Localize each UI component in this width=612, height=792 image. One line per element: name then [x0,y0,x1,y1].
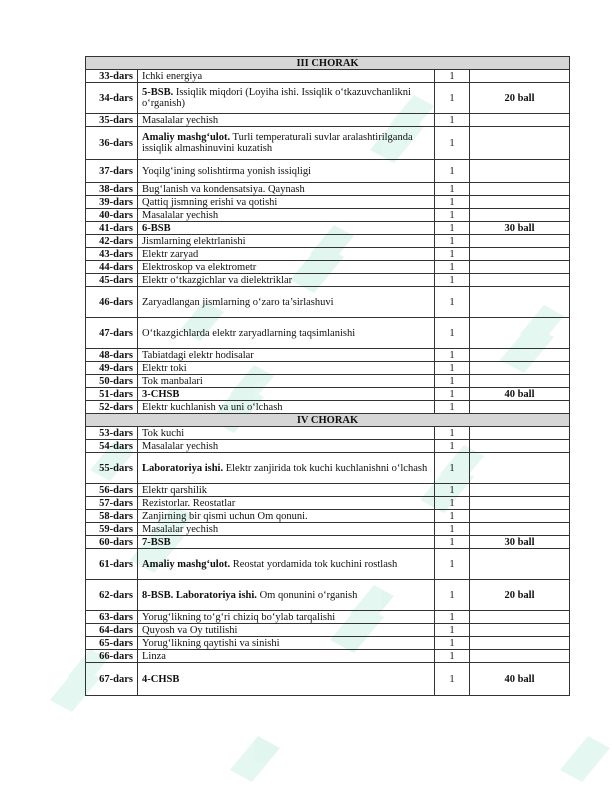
lesson-topic [138,375,435,388]
lesson-hours: 1 [435,624,470,637]
lesson-topic [138,401,435,414]
table-row [86,209,570,222]
table-row [86,523,570,536]
table-row [86,484,570,497]
lesson-score [470,401,570,414]
lesson-topic-text: Yorug‘likning to‘g‘ri chiziq bo‘ylab tarqalishi [142,611,336,623]
lesson-hours: 1 [435,484,470,497]
lesson-topic-text: Masalalar yechish [142,523,219,535]
lesson-topic [138,209,435,222]
table-row [86,440,570,453]
lesson-score [470,453,570,484]
table-row [86,114,570,127]
lesson-number: 62-dars [86,580,138,611]
lesson-topic [138,114,435,127]
lesson-topic [138,127,435,160]
lesson-number: 44-dars [86,261,138,274]
lesson-topic-text: Tok manbalari [142,375,203,387]
lesson-score [470,349,570,362]
lesson-topic-bold: 4-CHSB [142,673,180,685]
lesson-hours: 1 [435,127,470,160]
lesson-number: 41-dars [86,222,138,235]
lesson-score [470,318,570,349]
table-row [86,362,570,375]
lesson-topic [138,70,435,83]
lesson-topic-text: Linza [142,650,166,662]
lesson-topic [138,388,435,401]
lesson-topic [138,349,435,362]
lesson-topic [138,261,435,274]
lesson-score [470,248,570,261]
lesson-topic-text: O‘tkazgichlarda elektr zaryadlarning taqsimlanishi [142,327,356,339]
lesson-hours: 1 [435,375,470,388]
lesson-topic [138,650,435,663]
lesson-number: 52-dars [86,401,138,414]
lesson-score [470,274,570,287]
table-row [86,611,570,624]
lesson-topic [138,549,435,580]
lesson-number: 50-dars [86,375,138,388]
lesson-number: 61-dars [86,549,138,580]
lesson-topic-text: Elektr zaryad [142,248,199,260]
lesson-number: 46-dars [86,287,138,318]
lesson-number: 45-dars [86,274,138,287]
table-row [86,235,570,248]
lesson-hours: 1 [435,536,470,549]
lesson-topic [138,83,435,114]
lesson-topic-text: Zaryadlangan jismlarning o‘zaro ta’sirlashuvi [142,296,334,308]
lesson-hours: 1 [435,83,470,114]
lesson-topic [138,427,435,440]
lesson-number: 65-dars [86,637,138,650]
table-row [86,637,570,650]
lesson-topic-bold: Amaliy mashg‘ulot. [142,132,231,143]
lesson-score [470,362,570,375]
lesson-score [470,70,570,83]
table-row [86,663,570,696]
lesson-hours: 1 [435,401,470,414]
table-row [86,160,570,183]
lesson-topic [138,248,435,261]
section-header: III CHORAK [86,57,570,70]
lesson-score [470,497,570,510]
lesson-topic [138,624,435,637]
lesson-number: 53-dars [86,427,138,440]
lesson-hours: 1 [435,318,470,349]
lesson-hours: 1 [435,580,470,611]
lesson-score [470,650,570,663]
table-row [86,427,570,440]
lesson-hours: 1 [435,70,470,83]
table-row [86,497,570,510]
table-row [86,510,570,523]
table-row [86,222,570,235]
lesson-number: 38-dars [86,183,138,196]
lesson-hours: 1 [435,549,470,580]
lesson-topic-text: Reostat yordamida tok kuchini rostlash [232,558,398,570]
table-row [86,401,570,414]
lesson-number: 58-dars [86,510,138,523]
lesson-number: 39-dars [86,196,138,209]
lesson-topic-text: Masalalar yechish [142,114,219,126]
lesson-hours: 1 [435,440,470,453]
lesson-topic-text: Yorug‘likning qaytishi va sinishi [142,637,280,649]
section-header: IV CHORAK [86,414,570,427]
lesson-topic-text: Zanjirning bir qismi uchun Om qonuni. [142,510,308,522]
lesson-topic [138,362,435,375]
lesson-topic [138,196,435,209]
lesson-hours: 1 [435,183,470,196]
lesson-topic-text: Rezistorlar. Reostatlar [142,497,236,509]
table-row [86,349,570,362]
lesson-hours: 1 [435,160,470,183]
lesson-hours: 1 [435,453,470,484]
lesson-topic [138,611,435,624]
lesson-number: 49-dars [86,362,138,375]
lesson-score [470,624,570,637]
lesson-hours: 1 [435,497,470,510]
lesson-hours: 1 [435,388,470,401]
lesson-hours: 1 [435,650,470,663]
lesson-topic [138,183,435,196]
lesson-number: 47-dars [86,318,138,349]
table-row [86,453,570,484]
lesson-topic [138,523,435,536]
lesson-topic-text: Elektr kuchlanish va uni o‘lchash [142,401,283,413]
lesson-number: 63-dars [86,611,138,624]
lesson-hours: 1 [435,274,470,287]
lesson-number: 54-dars [86,440,138,453]
lesson-score [470,523,570,536]
lesson-topic [138,510,435,523]
lesson-number: 42-dars [86,235,138,248]
lesson-topic-bold: Amaliy mashg‘ulot. [142,558,231,570]
lesson-number: 36-dars [86,127,138,160]
lesson-score [470,114,570,127]
lesson-topic [138,222,435,235]
lesson-score [470,549,570,580]
lesson-topic [138,235,435,248]
lesson-topic [138,287,435,318]
lesson-topic [138,484,435,497]
lesson-score: 30 ball [470,222,570,235]
lesson-hours: 1 [435,510,470,523]
lesson-topic-text: Elektr zanjirida tok kuchi kuchlanishni o‘lchash [225,462,428,474]
lesson-hours: 1 [435,611,470,624]
table-row [86,287,570,318]
lesson-number: 51-dars [86,388,138,401]
lesson-hours: 1 [435,427,470,440]
lesson-hours: 1 [435,663,470,696]
lesson-topic-text: Issiqlik miqdori (Loyiha ishi. Issiqlik o‘tkazuvchanlikni o‘rganish) [142,87,411,109]
lesson-number: 64-dars [86,624,138,637]
lesson-topic [138,453,435,484]
section-header-row [86,57,570,70]
lesson-topic-text: Ichki energiya [142,70,203,82]
lesson-plan-table-container [85,56,569,696]
lesson-score [470,261,570,274]
lesson-hours: 1 [435,196,470,209]
lesson-hours: 1 [435,362,470,375]
lesson-number: 56-dars [86,484,138,497]
lesson-topic [138,637,435,650]
lesson-topic [138,318,435,349]
lesson-topic [138,160,435,183]
lesson-topic-text: Elektroskop va elektrometr [142,261,257,273]
lesson-score [470,183,570,196]
table-row [86,549,570,580]
table-row [86,536,570,549]
table-row [86,274,570,287]
lesson-hours: 1 [435,637,470,650]
table-row [86,70,570,83]
lesson-hours: 1 [435,114,470,127]
lesson-score: 20 ball [470,580,570,611]
lesson-score [470,484,570,497]
lesson-number: 67-dars [86,663,138,696]
lesson-score [470,427,570,440]
lesson-hours: 1 [435,287,470,318]
lesson-number: 55-dars [86,453,138,484]
lesson-topic-text: Masalalar yechish [142,440,219,452]
lesson-number: 43-dars [86,248,138,261]
lesson-topic-text: Qattiq jismning erishi va qotishi [142,196,278,208]
lesson-score [470,209,570,222]
lesson-topic-text: Jismlarning elektrlanishi [142,235,246,247]
lesson-topic-text: Elektr toki [142,362,187,374]
lesson-score: 40 ball [470,663,570,696]
lesson-score [470,287,570,318]
lesson-hours: 1 [435,248,470,261]
lesson-score: 40 ball [470,388,570,401]
lesson-score [470,375,570,388]
table-row [86,196,570,209]
lesson-number: 34-dars [86,83,138,114]
table-row [86,650,570,663]
lesson-hours: 1 [435,209,470,222]
section-header-row [86,414,570,427]
table-row [86,83,570,114]
lesson-topic [138,274,435,287]
lesson-topic-bold: 3-CHSB [142,388,180,400]
table-row [86,183,570,196]
lesson-number: 66-dars [86,650,138,663]
lesson-score: 30 ball [470,536,570,549]
lesson-topic-text: Bug‘lanish va kondensatsiya. Qaynash [142,183,305,195]
lesson-score [470,510,570,523]
lesson-topic-bold: 5-BSB. [142,87,174,98]
table-row [86,388,570,401]
lesson-topic-text: Yoqilg‘ining solishtirma yonish issiqligi [142,165,311,177]
table-row [86,318,570,349]
lesson-hours: 1 [435,523,470,536]
lesson-score [470,235,570,248]
table-row [86,580,570,611]
lesson-topic [138,536,435,549]
lesson-number: 35-dars [86,114,138,127]
lesson-topic-bold: 6-BSB [142,222,171,234]
lesson-score [470,611,570,624]
lesson-topic-text: Tabiatdagi elektr hodisalar [142,349,254,361]
lesson-hours: 1 [435,349,470,362]
lesson-score [470,196,570,209]
lesson-number: 60-dars [86,536,138,549]
lesson-number: 33-dars [86,70,138,83]
table-row [86,624,570,637]
lesson-score [470,160,570,183]
table-row [86,248,570,261]
lesson-topic-text: Elektr o‘tkazgichlar va dielektriklar [142,274,293,286]
table-row [86,261,570,274]
lesson-number: 48-dars [86,349,138,362]
lesson-hours: 1 [435,235,470,248]
lesson-number: 57-dars [86,497,138,510]
lesson-topic-text: Masalalar yechish [142,209,219,221]
lesson-topic-text: Elektr qarshilik [142,484,208,496]
lesson-topic [138,580,435,611]
lesson-topic [138,440,435,453]
lesson-topic-text: Quyosh va Oy tutilishi [142,624,238,636]
lesson-score [470,440,570,453]
lesson-topic [138,497,435,510]
table-row [86,127,570,160]
lesson-hours: 1 [435,222,470,235]
lesson-topic-bold: 8-BSB. Laboratoriya ishi. [142,589,257,601]
lesson-hours: 1 [435,261,470,274]
lesson-topic-bold: Laboratoriya ishi. [142,462,224,474]
lesson-number: 37-dars [86,160,138,183]
lesson-score [470,127,570,160]
lesson-number: 40-dars [86,209,138,222]
lesson-topic-text: Tok kuchi [142,427,185,439]
table-row [86,375,570,388]
lesson-number: 59-dars [86,523,138,536]
lesson-topic-text: Turli temperaturali suvlar aralashtirilganda issiqlik almashinuvini kuzatish [142,132,413,154]
lesson-plan-table [85,56,570,696]
lesson-topic-bold: 7-BSB [142,536,171,548]
lesson-score: 20 ball [470,83,570,114]
lesson-score [470,637,570,650]
lesson-topic [138,663,435,696]
lesson-topic-text: Om qonunini o‘rganish [259,589,358,601]
